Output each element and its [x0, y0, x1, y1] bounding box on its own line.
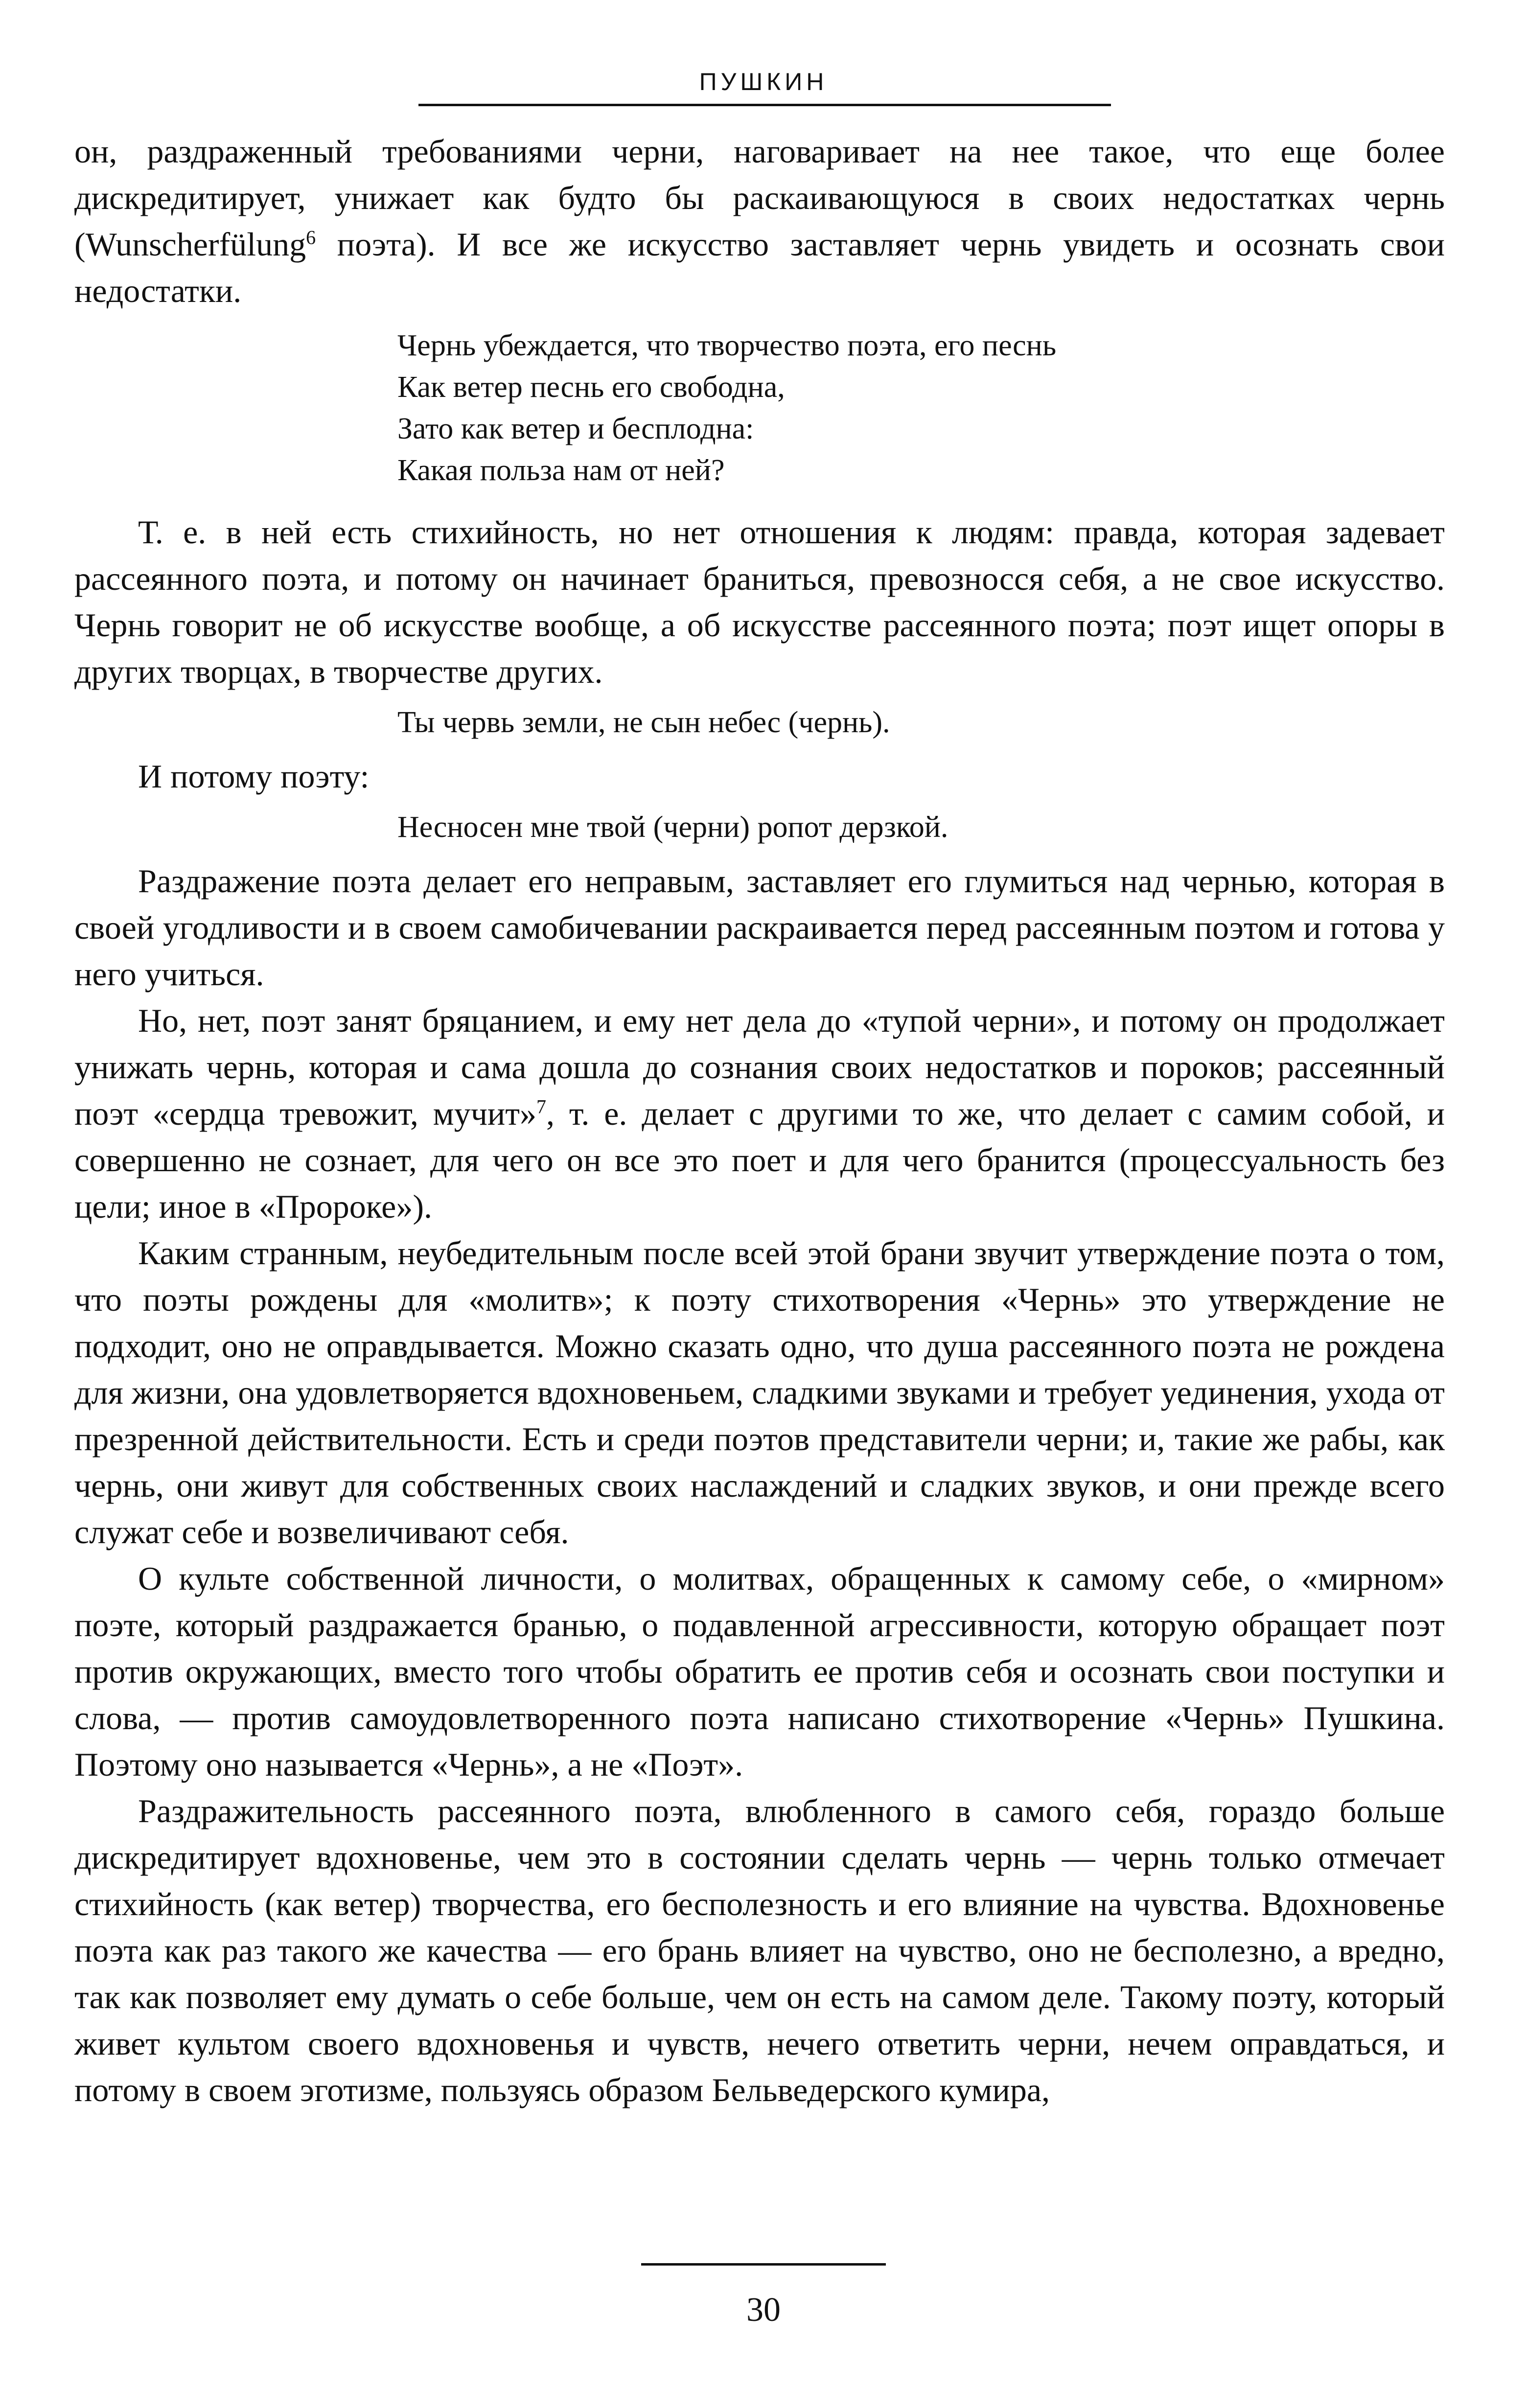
- body-text: [74, 128, 1445, 2113]
- verse-line: Зато как ветер и бесплодна:: [397, 412, 754, 445]
- paragraph-text: поэта). И все же искусство заставляет чернь увидеть и осознать свои недостатки.: [74, 226, 1445, 309]
- paragraph-text: он, раздраженный требованиями черни, наговаривает на нее такое, что еще более дискредитирует, унижает как будто бы раскаивающуюся в своих недостатках чернь (Wunscherfülung: [74, 133, 1445, 263]
- paragraph-text: Но, нет, поэт занят бряцанием, и ему нет дела до «тупой черни», и потому он продолжает унижать чернь, которая и сама дошла до сознания своих недостатков и пороков; рассеянный поэт «сердца тревожит, мучит»: [74, 1002, 1445, 1132]
- verse-line: Какая польза нам от ней?: [397, 454, 725, 487]
- verse-line: Чернь убеждается, что творчество поэта, его песнь: [397, 329, 1057, 362]
- paragraph: [74, 128, 1445, 314]
- footnote-mark: 6: [306, 226, 316, 249]
- paragraph: Каким странным, неубедительным после всей этой брани звучит утверждение поэта о том, что поэты рождены для «молитв»; к поэту стихотворения «Чернь» это утверждение не подходит, оно не оправдывается. Можно сказать одно, что душа рассеянного поэта не рождена для жизни, она удовлетворяется вдохновеньем, сладкими звуками и требует уединения, ухода от презренной действительности. Есть и среди поэтов представители черни; и, такие же рабы, как чернь, они живут для собственных своих наслаждений и сладких звуков, и они прежде всего служат себе и возвеличивают себя.: [74, 1234, 1445, 1551]
- paragraph: [74, 997, 1445, 1230]
- verse-quote: Несносен мне твой (черни) ропот дерзкой.: [397, 810, 949, 844]
- paragraph: Раздражительность рассеянного поэта, влюбленного в самого себя, гораздо больше дискредитирует вдохновенье, чем это в состоянии сделать чернь — чернь только отмечает стихийность (как ветер) творчества, его бесполезность и его влияние на чувства. Вдохновенье поэта как раз такого же качества — его брань влияет на чувство, оно не бесполезно, а вредно, так как позволяет ему думать о себе больше, чем он есть на самом деле. Такому поэту, который живет культом своего вдохновенья и чувств, нечего ответить черни, нечем оправдаться, и потому в своем эготизме, пользуясь образом Бельведерского кумира,: [74, 1792, 1445, 2108]
- footer-rule: [641, 2263, 886, 2266]
- paragraph: Т. е. в ней есть стихийность, но нет отношения к людям: правда, которая задевает рассеянного поэта, и потому он начинает браниться, превозносся себя, а не свое искусство. Чернь говорит не об искусстве вообще, а об искусстве рассеянного поэта; поэт ищет опоры в других творцах, в творчестве других.: [74, 513, 1445, 690]
- verse-line: Как ветер песнь его свободна,: [397, 370, 785, 404]
- footnote-mark: 7: [536, 1095, 547, 1118]
- running-head: ПУШКИН: [699, 68, 828, 95]
- paragraph-text: , т. е. делает с другими то же, что делает с самим собой, и совершенно не сознает, для чего он все это поет и для чего бранится (процессуальность без цели; иное в «Пророке»).: [74, 1095, 1445, 1225]
- paragraph: О культе собственной личности, о молитвах, обращенных к самому себе, о «мирном» поэте, который раздражается бранью, о подавленной агрессивности, которую обращает поэт против окружающих, вместо того чтобы обратить ее против себя и осознать свои поступки и слова, — против самоудовлетворенного поэта написано стихотворение «Чернь» Пушкина. Поэтому оно называется «Чернь», а не «Поэт».: [74, 1560, 1445, 1783]
- paragraph: И потому поэту:: [138, 758, 370, 795]
- verse-quote: [397, 325, 1445, 491]
- verse-quote: Ты червь земли, не сын небес (чернь).: [397, 706, 890, 739]
- page-number: 30: [746, 2291, 781, 2329]
- header-rule: [418, 104, 1111, 106]
- paragraph: Раздражение поэта делает его неправым, заставляет его глумиться над чернью, которая в своей угодливости и в своем самобичевании раскраивается перед рассеянным поэтом и готова у него учиться.: [74, 862, 1445, 993]
